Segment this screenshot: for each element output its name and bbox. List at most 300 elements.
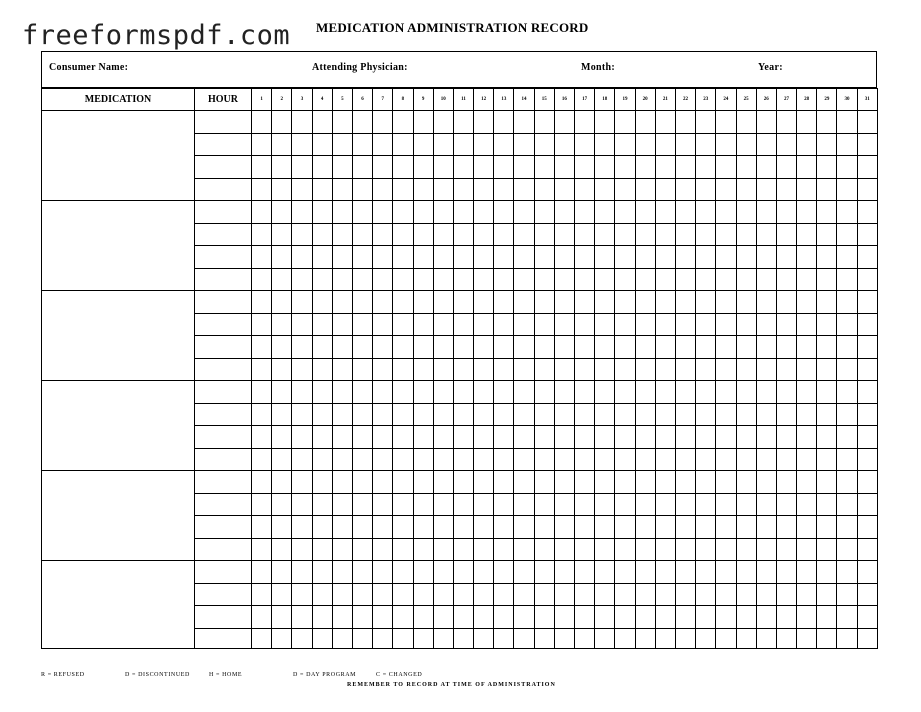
day-cell[interactable] (857, 426, 877, 449)
day-cell[interactable] (857, 133, 877, 156)
day-cell[interactable] (252, 561, 272, 584)
day-cell[interactable] (272, 381, 292, 404)
day-cell[interactable] (817, 246, 837, 269)
day-cell[interactable] (837, 448, 857, 471)
day-cell[interactable] (696, 493, 716, 516)
day-cell[interactable] (635, 471, 655, 494)
day-cell[interactable] (857, 516, 877, 539)
day-cell[interactable] (453, 291, 473, 314)
day-cell[interactable] (474, 111, 494, 134)
day-cell[interactable] (252, 111, 272, 134)
day-cell[interactable] (615, 291, 635, 314)
day-cell[interactable] (675, 561, 695, 584)
day-cell[interactable] (615, 403, 635, 426)
day-cell[interactable] (595, 358, 615, 381)
day-cell[interactable] (514, 606, 534, 629)
day-cell[interactable] (252, 471, 272, 494)
day-cell[interactable] (635, 156, 655, 179)
day-cell[interactable] (252, 426, 272, 449)
day-cell[interactable] (252, 268, 272, 291)
day-cell[interactable] (837, 606, 857, 629)
day-cell[interactable] (332, 358, 352, 381)
day-cell[interactable] (797, 628, 817, 648)
day-cell[interactable] (776, 358, 796, 381)
day-cell[interactable] (837, 313, 857, 336)
day-cell[interactable] (817, 426, 837, 449)
day-cell[interactable] (494, 201, 514, 224)
day-cell[interactable] (635, 268, 655, 291)
day-cell[interactable] (453, 358, 473, 381)
day-cell[interactable] (252, 538, 272, 561)
day-cell[interactable] (514, 178, 534, 201)
day-cell[interactable] (615, 561, 635, 584)
day-cell[interactable] (352, 201, 372, 224)
day-cell[interactable] (433, 201, 453, 224)
day-cell[interactable] (393, 628, 413, 648)
day-cell[interactable] (696, 246, 716, 269)
day-cell[interactable] (756, 426, 776, 449)
day-cell[interactable] (837, 403, 857, 426)
day-cell[interactable] (332, 336, 352, 359)
day-cell[interactable] (474, 156, 494, 179)
day-cell[interactable] (534, 291, 554, 314)
day-cell[interactable] (433, 178, 453, 201)
day-cell[interactable] (272, 156, 292, 179)
day-cell[interactable] (554, 358, 574, 381)
day-cell[interactable] (534, 583, 554, 606)
day-cell[interactable] (312, 493, 332, 516)
day-cell[interactable] (857, 606, 877, 629)
day-cell[interactable] (272, 358, 292, 381)
day-cell[interactable] (797, 133, 817, 156)
day-cell[interactable] (776, 201, 796, 224)
day-cell[interactable] (514, 448, 534, 471)
day-cell[interactable] (534, 336, 554, 359)
day-cell[interactable] (292, 246, 312, 269)
day-cell[interactable] (857, 336, 877, 359)
day-cell[interactable] (615, 583, 635, 606)
day-cell[interactable] (272, 471, 292, 494)
day-cell[interactable] (575, 606, 595, 629)
day-cell[interactable] (534, 493, 554, 516)
day-cell[interactable] (817, 493, 837, 516)
day-cell[interactable] (736, 628, 756, 648)
day-cell[interactable] (716, 448, 736, 471)
day-cell[interactable] (817, 201, 837, 224)
day-cell[interactable] (696, 403, 716, 426)
day-cell[interactable] (413, 448, 433, 471)
day-cell[interactable] (332, 471, 352, 494)
day-cell[interactable] (534, 426, 554, 449)
day-cell[interactable] (756, 336, 776, 359)
medication-cell[interactable] (42, 471, 195, 561)
day-cell[interactable] (453, 223, 473, 246)
day-cell[interactable] (817, 628, 837, 648)
day-cell[interactable] (615, 156, 635, 179)
day-cell[interactable] (797, 516, 817, 539)
day-cell[interactable] (453, 606, 473, 629)
day-cell[interactable] (393, 291, 413, 314)
day-cell[interactable] (494, 178, 514, 201)
day-cell[interactable] (696, 313, 716, 336)
day-cell[interactable] (292, 583, 312, 606)
day-cell[interactable] (696, 561, 716, 584)
day-cell[interactable] (797, 246, 817, 269)
day-cell[interactable] (554, 381, 574, 404)
day-cell[interactable] (756, 201, 776, 224)
hour-cell[interactable] (195, 583, 252, 606)
day-cell[interactable] (776, 493, 796, 516)
day-cell[interactable] (332, 223, 352, 246)
day-cell[interactable] (575, 493, 595, 516)
day-cell[interactable] (716, 133, 736, 156)
day-cell[interactable] (595, 313, 615, 336)
day-cell[interactable] (776, 516, 796, 539)
day-cell[interactable] (595, 628, 615, 648)
day-cell[interactable] (272, 246, 292, 269)
day-cell[interactable] (837, 538, 857, 561)
day-cell[interactable] (514, 583, 534, 606)
day-cell[interactable] (756, 246, 776, 269)
day-cell[interactable] (534, 268, 554, 291)
day-cell[interactable] (332, 426, 352, 449)
day-cell[interactable] (675, 426, 695, 449)
day-cell[interactable] (736, 381, 756, 404)
day-cell[interactable] (857, 223, 877, 246)
day-cell[interactable] (776, 133, 796, 156)
day-cell[interactable] (312, 133, 332, 156)
day-cell[interactable] (474, 493, 494, 516)
day-cell[interactable] (272, 426, 292, 449)
day-cell[interactable] (797, 291, 817, 314)
day-cell[interactable] (272, 268, 292, 291)
hour-cell[interactable] (195, 111, 252, 134)
day-cell[interactable] (272, 223, 292, 246)
day-cell[interactable] (857, 471, 877, 494)
day-cell[interactable] (635, 426, 655, 449)
day-cell[interactable] (837, 223, 857, 246)
day-cell[interactable] (615, 133, 635, 156)
day-cell[interactable] (474, 606, 494, 629)
day-cell[interactable] (312, 561, 332, 584)
day-cell[interactable] (817, 381, 837, 404)
day-cell[interactable] (252, 516, 272, 539)
day-cell[interactable] (716, 291, 736, 314)
day-cell[interactable] (554, 223, 574, 246)
day-cell[interactable] (736, 583, 756, 606)
day-cell[interactable] (696, 133, 716, 156)
day-cell[interactable] (252, 156, 272, 179)
day-cell[interactable] (292, 426, 312, 449)
day-cell[interactable] (312, 246, 332, 269)
day-cell[interactable] (554, 246, 574, 269)
day-cell[interactable] (332, 201, 352, 224)
day-cell[interactable] (696, 201, 716, 224)
day-cell[interactable] (635, 403, 655, 426)
day-cell[interactable] (393, 201, 413, 224)
day-cell[interactable] (252, 493, 272, 516)
day-cell[interactable] (595, 381, 615, 404)
day-cell[interactable] (696, 583, 716, 606)
day-cell[interactable] (817, 606, 837, 629)
day-cell[interactable] (837, 381, 857, 404)
day-cell[interactable] (635, 628, 655, 648)
day-cell[interactable] (756, 471, 776, 494)
day-cell[interactable] (615, 268, 635, 291)
day-cell[interactable] (312, 223, 332, 246)
day-cell[interactable] (352, 628, 372, 648)
day-cell[interactable] (756, 561, 776, 584)
day-cell[interactable] (776, 561, 796, 584)
day-cell[interactable] (514, 493, 534, 516)
day-cell[interactable] (514, 381, 534, 404)
day-cell[interactable] (756, 493, 776, 516)
day-cell[interactable] (716, 201, 736, 224)
day-cell[interactable] (514, 111, 534, 134)
day-cell[interactable] (393, 448, 413, 471)
day-cell[interactable] (797, 201, 817, 224)
day-cell[interactable] (554, 133, 574, 156)
day-cell[interactable] (312, 336, 332, 359)
day-cell[interactable] (272, 516, 292, 539)
day-cell[interactable] (655, 358, 675, 381)
day-cell[interactable] (514, 133, 534, 156)
day-cell[interactable] (474, 403, 494, 426)
day-cell[interactable] (776, 291, 796, 314)
day-cell[interactable] (494, 583, 514, 606)
day-cell[interactable] (252, 313, 272, 336)
day-cell[interactable] (352, 516, 372, 539)
medication-cell[interactable] (42, 291, 195, 381)
day-cell[interactable] (817, 178, 837, 201)
day-cell[interactable] (554, 111, 574, 134)
day-cell[interactable] (837, 291, 857, 314)
day-cell[interactable] (474, 358, 494, 381)
day-cell[interactable] (554, 471, 574, 494)
day-cell[interactable] (736, 201, 756, 224)
day-cell[interactable] (595, 403, 615, 426)
day-cell[interactable] (393, 426, 413, 449)
day-cell[interactable] (635, 223, 655, 246)
day-cell[interactable] (615, 426, 635, 449)
day-cell[interactable] (272, 628, 292, 648)
day-cell[interactable] (352, 493, 372, 516)
day-cell[interactable] (332, 538, 352, 561)
day-cell[interactable] (857, 111, 877, 134)
day-cell[interactable] (292, 358, 312, 381)
day-cell[interactable] (655, 336, 675, 359)
day-cell[interactable] (716, 223, 736, 246)
day-cell[interactable] (474, 583, 494, 606)
day-cell[interactable] (332, 516, 352, 539)
day-cell[interactable] (776, 313, 796, 336)
day-cell[interactable] (615, 516, 635, 539)
day-cell[interactable] (272, 291, 292, 314)
day-cell[interactable] (776, 538, 796, 561)
day-cell[interactable] (393, 133, 413, 156)
day-cell[interactable] (756, 448, 776, 471)
day-cell[interactable] (736, 246, 756, 269)
day-cell[interactable] (675, 291, 695, 314)
day-cell[interactable] (675, 178, 695, 201)
day-cell[interactable] (797, 538, 817, 561)
day-cell[interactable] (534, 381, 554, 404)
day-cell[interactable] (534, 403, 554, 426)
day-cell[interactable] (716, 111, 736, 134)
day-cell[interactable] (413, 471, 433, 494)
day-cell[interactable] (453, 336, 473, 359)
day-cell[interactable] (716, 358, 736, 381)
day-cell[interactable] (433, 493, 453, 516)
day-cell[interactable] (474, 628, 494, 648)
day-cell[interactable] (615, 606, 635, 629)
day-cell[interactable] (433, 291, 453, 314)
day-cell[interactable] (514, 538, 534, 561)
day-cell[interactable] (252, 246, 272, 269)
medication-cell[interactable] (42, 111, 195, 201)
day-cell[interactable] (736, 516, 756, 539)
day-cell[interactable] (675, 111, 695, 134)
day-cell[interactable] (756, 628, 776, 648)
day-cell[interactable] (736, 223, 756, 246)
day-cell[interactable] (615, 246, 635, 269)
hour-cell[interactable] (195, 313, 252, 336)
day-cell[interactable] (595, 133, 615, 156)
day-cell[interactable] (575, 336, 595, 359)
day-cell[interactable] (696, 471, 716, 494)
day-cell[interactable] (776, 426, 796, 449)
day-cell[interactable] (736, 403, 756, 426)
day-cell[interactable] (797, 493, 817, 516)
day-cell[interactable] (696, 336, 716, 359)
day-cell[interactable] (554, 538, 574, 561)
day-cell[interactable] (453, 471, 473, 494)
hour-cell[interactable] (195, 606, 252, 629)
day-cell[interactable] (292, 178, 312, 201)
day-cell[interactable] (474, 471, 494, 494)
day-cell[interactable] (716, 493, 736, 516)
day-cell[interactable] (817, 583, 837, 606)
day-cell[interactable] (575, 538, 595, 561)
hour-cell[interactable] (195, 336, 252, 359)
day-cell[interactable] (756, 111, 776, 134)
day-cell[interactable] (453, 156, 473, 179)
day-cell[interactable] (252, 358, 272, 381)
day-cell[interactable] (373, 448, 393, 471)
day-cell[interactable] (413, 606, 433, 629)
day-cell[interactable] (817, 516, 837, 539)
day-cell[interactable] (797, 268, 817, 291)
day-cell[interactable] (453, 246, 473, 269)
day-cell[interactable] (292, 516, 312, 539)
day-cell[interactable] (393, 358, 413, 381)
day-cell[interactable] (332, 403, 352, 426)
day-cell[interactable] (635, 448, 655, 471)
day-cell[interactable] (514, 516, 534, 539)
day-cell[interactable] (797, 178, 817, 201)
day-cell[interactable] (393, 606, 413, 629)
day-cell[interactable] (736, 471, 756, 494)
day-cell[interactable] (413, 178, 433, 201)
day-cell[interactable] (655, 111, 675, 134)
day-cell[interactable] (615, 201, 635, 224)
day-cell[interactable] (272, 133, 292, 156)
day-cell[interactable] (332, 381, 352, 404)
day-cell[interactable] (655, 493, 675, 516)
day-cell[interactable] (312, 291, 332, 314)
day-cell[interactable] (453, 201, 473, 224)
day-cell[interactable] (413, 583, 433, 606)
day-cell[interactable] (595, 448, 615, 471)
day-cell[interactable] (453, 178, 473, 201)
day-cell[interactable] (494, 538, 514, 561)
hour-cell[interactable] (195, 471, 252, 494)
day-cell[interactable] (494, 426, 514, 449)
day-cell[interactable] (817, 156, 837, 179)
day-cell[interactable] (514, 291, 534, 314)
day-cell[interactable] (433, 111, 453, 134)
day-cell[interactable] (675, 471, 695, 494)
day-cell[interactable] (433, 606, 453, 629)
day-cell[interactable] (716, 628, 736, 648)
day-cell[interactable] (292, 313, 312, 336)
day-cell[interactable] (575, 156, 595, 179)
day-cell[interactable] (736, 448, 756, 471)
day-cell[interactable] (554, 448, 574, 471)
day-cell[interactable] (776, 403, 796, 426)
day-cell[interactable] (776, 606, 796, 629)
day-cell[interactable] (494, 403, 514, 426)
day-cell[interactable] (655, 516, 675, 539)
day-cell[interactable] (817, 268, 837, 291)
day-cell[interactable] (615, 178, 635, 201)
day-cell[interactable] (352, 268, 372, 291)
day-cell[interactable] (393, 336, 413, 359)
day-cell[interactable] (252, 133, 272, 156)
day-cell[interactable] (514, 201, 534, 224)
day-cell[interactable] (736, 336, 756, 359)
day-cell[interactable] (696, 291, 716, 314)
day-cell[interactable] (554, 336, 574, 359)
day-cell[interactable] (655, 561, 675, 584)
day-cell[interactable] (817, 358, 837, 381)
day-cell[interactable] (655, 403, 675, 426)
day-cell[interactable] (675, 493, 695, 516)
day-cell[interactable] (413, 291, 433, 314)
day-cell[interactable] (272, 538, 292, 561)
day-cell[interactable] (554, 426, 574, 449)
day-cell[interactable] (655, 268, 675, 291)
day-cell[interactable] (312, 156, 332, 179)
day-cell[interactable] (756, 178, 776, 201)
day-cell[interactable] (474, 426, 494, 449)
day-cell[interactable] (352, 358, 372, 381)
day-cell[interactable] (857, 561, 877, 584)
day-cell[interactable] (595, 291, 615, 314)
day-cell[interactable] (575, 111, 595, 134)
day-cell[interactable] (776, 178, 796, 201)
day-cell[interactable] (554, 516, 574, 539)
day-cell[interactable] (736, 606, 756, 629)
hour-cell[interactable] (195, 381, 252, 404)
day-cell[interactable] (373, 336, 393, 359)
day-cell[interactable] (433, 223, 453, 246)
day-cell[interactable] (696, 223, 716, 246)
day-cell[interactable] (776, 381, 796, 404)
day-cell[interactable] (433, 403, 453, 426)
day-cell[interactable] (413, 111, 433, 134)
day-cell[interactable] (595, 268, 615, 291)
